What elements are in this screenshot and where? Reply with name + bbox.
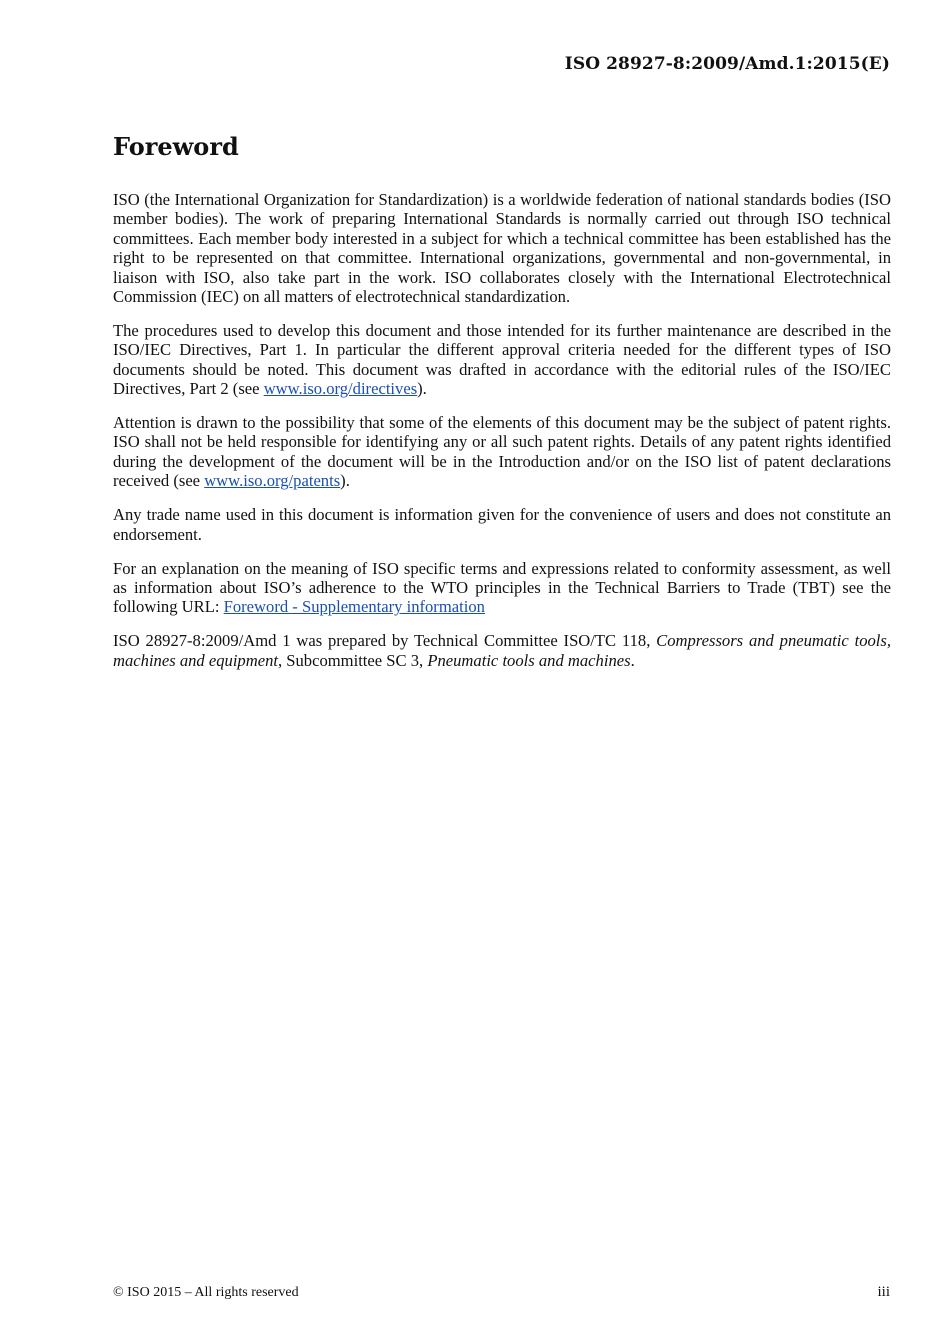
paragraph-trade-name: Any trade name used in this document is information given for the convenience of users and does not constitute an endorsement. <box>113 505 891 544</box>
page-title: Foreword <box>113 132 239 161</box>
paragraph-procedures <box>113 321 891 399</box>
patents-link[interactable]: www.iso.org/patents <box>204 471 341 491</box>
paragraph-iso-intro: ISO (the International Organization for Standardization) is a worldwide federation of national standards bodies (ISO member bodies). The work of preparing International Standards is normally carried out through ISO technical committees. Each member body interested in a subject for which a technical committee has been established has the right to be represented on that committee. International organizations, governmental and non-governmental, in liaison with ISO, also take part in the work. ISO collaborates closely with the International Electrotechnical Commission (IEC) on all matters of electrotechnical standardization. <box>113 190 891 307</box>
supplementary-info-link[interactable]: Foreword - Supplementary information <box>223 597 485 617</box>
paragraph-prepared-by <box>113 631 891 670</box>
directives-link[interactable]: www.iso.org/directives <box>263 379 418 399</box>
paragraph-procedures-end: ). <box>417 379 427 399</box>
subcommittee-title: Pneumatic tools and machines <box>427 650 631 670</box>
paragraph-patents-text: Attention is drawn to the possibility that some of the elements of this document may be the subject of patent rights. ISO shall not be held responsible for identifying any or all such patent rights. Details of any patent rights identified during the development of the document will be in the Introduction and/or on the ISO list of patent declarations received (see <box>113 413 891 491</box>
prepared-by-text: ISO 28927-8:2009/Amd 1 was prepared by Technical Committee ISO/TC 118, <box>113 631 657 651</box>
paragraph-patents <box>113 413 891 491</box>
paragraph-conformity <box>113 559 891 617</box>
prepared-by-end: . <box>630 650 635 670</box>
paragraph-procedures-text: The procedures used to develop this document and those intended for its further maintenance are described in the ISO/IEC Directives, Part 1. In particular the different approval criteria needed for the different types of ISO documents should be noted. This document was drafted in accordance with the editorial rules of the ISO/IEC Directives, Part 2 (see <box>113 320 891 399</box>
subcommittee-text: , Subcommittee SC 3, <box>277 650 428 670</box>
paragraph-patents-end: ). <box>340 471 350 491</box>
foreword-content <box>113 130 891 685</box>
page-number: iii <box>877 1284 890 1300</box>
copyright-notice: © ISO 2015 – All rights reserved <box>113 1285 299 1300</box>
paragraph-conformity-text: For an explanation on the meaning of ISO specific terms and expressions related to conformity assessment, as well as information about ISO’s adherence to the WTO principles in the Technical Barriers to Trade (TBT) see the following URL: <box>113 558 891 617</box>
document-id-header: ISO 28927-8:2009/Amd.1:2015(E) <box>564 54 890 74</box>
committee-title: Compressors and pneumatic tools, machines and equipment <box>113 631 892 670</box>
